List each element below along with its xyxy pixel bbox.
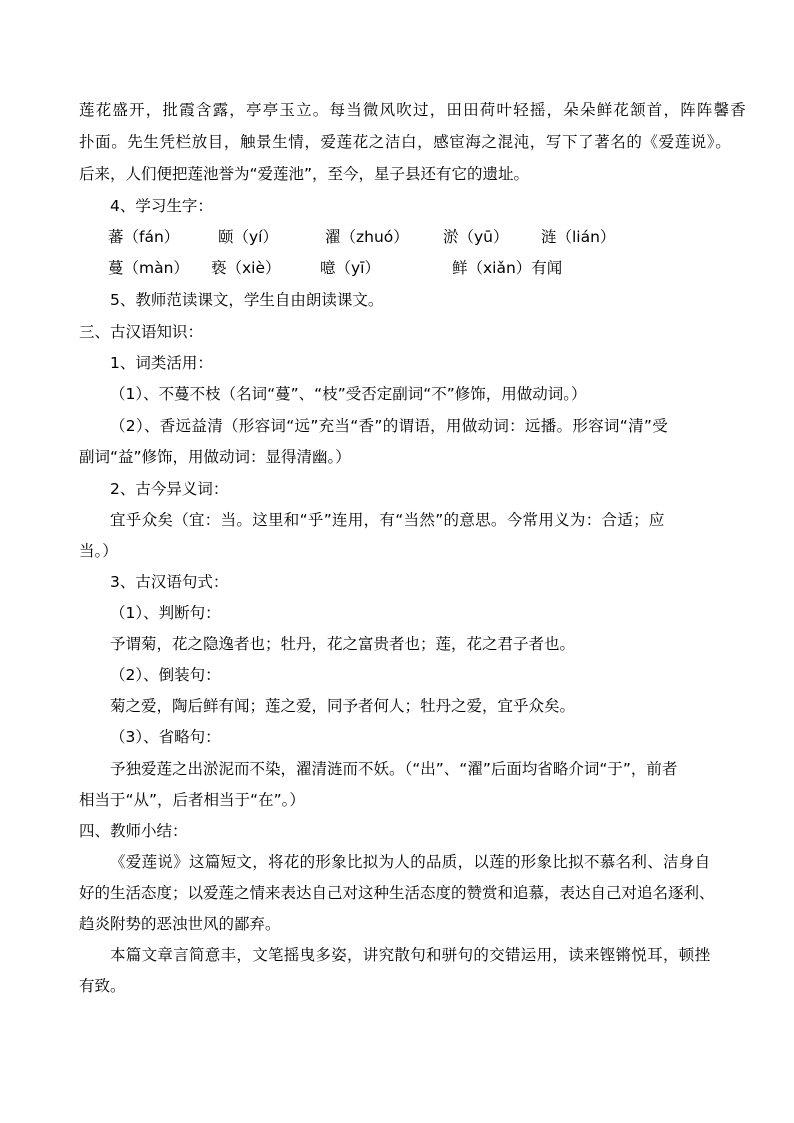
pinyin-row-1 <box>0 227 794 247</box>
pinyin-item: 蔓（màn） <box>108 259 189 277</box>
s4-p2-line2: 有致。 <box>79 977 126 995</box>
s3-item3-line2: 相当于“从”，后者相当于“在”。） <box>79 791 305 809</box>
s4-p1-line3: 趋炎附势的恶浊世风的鄙弃。 <box>79 915 281 933</box>
intro-line-3: 后来，人们便把莲池誉为“爱莲池”，至今，星子县还有它的遗址。 <box>79 165 530 183</box>
section3-heading: 三、古汉语知识： <box>79 323 204 341</box>
s2-line2: 当。） <box>79 542 118 560</box>
step5-text: 5、教师范读课文，学生自由朗读课文。 <box>110 291 384 309</box>
s1-heading: 1、词类活用： <box>110 354 213 372</box>
s1-item2-line1: （2）、香远益清（形容词“远”充当“香”的谓语，用做动词：远播。形容词“清”受 <box>110 417 668 435</box>
s2-line1: 宜乎众矣（宜：当。这里和“乎”连用，有“当然”的意思。今常用义为：合适；应 <box>110 511 665 529</box>
intro-line-2: 扑面。先生凭栏放目，触景生情，爱莲花之洁白，感宦海之混沌，写下了著名的《爱莲说》。 <box>79 133 732 151</box>
pinyin-item: 亵（xiè） <box>211 259 281 277</box>
pinyin-item: 濯（zhuó） <box>325 228 409 246</box>
s4-p1-line2: 好的生活态度；以爱莲之情来表达自己对这种生活态度的赞赏和追慕，表达自己对追名逐利、 <box>79 884 715 902</box>
s3-item3-line1: 予独爱莲之出淤泥而不染，濯清涟而不妖。（“出”、“濯”后面均省略介词“于”，前者 <box>110 760 678 778</box>
pinyin-item: 蕃（fán） <box>108 228 180 246</box>
section4-heading: 四、教师小结： <box>79 822 188 840</box>
s3-item1-label: （1）、判断句： <box>110 604 221 622</box>
s4-p2-line1: 本篇文章言简意丰，文笔摇曳多姿，讲究散句和骈句的交错运用，读来铿锵悦耳，顿挫 <box>110 946 711 964</box>
s2-heading: 2、古今异义词： <box>110 480 229 498</box>
s3-item1-text: 予谓菊，花之隐逸者也；牡丹，花之富贵者也；莲，花之君子者也。 <box>110 635 576 653</box>
s1-item2-line2: 副词“益”修饰，用做动词：显得清幽。） <box>79 448 351 466</box>
s3-heading: 3、古汉语句式： <box>110 573 229 591</box>
pinyin-item: 噫（yī） <box>320 259 380 277</box>
s3-item2-label: （2）、倒装句： <box>110 666 221 684</box>
intro-line-1: 莲花盛开，批霞含露，亭亭玉立。每当微风吹过，田田荷叶轻摇，朵朵鲜花颔首，阵阵馨香 <box>79 101 748 119</box>
s4-p1-line1: 《爱莲说》这篇短文，将花的形象比拟为人的品质，以莲的形象比拟不慕名利、洁身自 <box>110 853 711 871</box>
s3-item3-label: （3）、省略句： <box>110 728 221 746</box>
pinyin-item: 鲜（xiǎn）有闻 <box>452 259 563 277</box>
s3-item2-text: 菊之爱，陶后鲜有闻；莲之爱，同予者何人；牡丹之爱，宜乎众矣。 <box>110 697 576 715</box>
pinyin-item: 淤（yū） <box>443 228 509 246</box>
pinyin-item: 颐（yí） <box>218 228 278 246</box>
step4-heading: 4、学习生字： <box>110 197 213 215</box>
s1-item1: （1）、不蔓不枝（名词“蔓”、“枝”受否定副词“不”修饰，用做动词。） <box>110 385 587 403</box>
pinyin-item: 涟（lián） <box>541 228 616 246</box>
pinyin-row-2 <box>0 258 794 278</box>
